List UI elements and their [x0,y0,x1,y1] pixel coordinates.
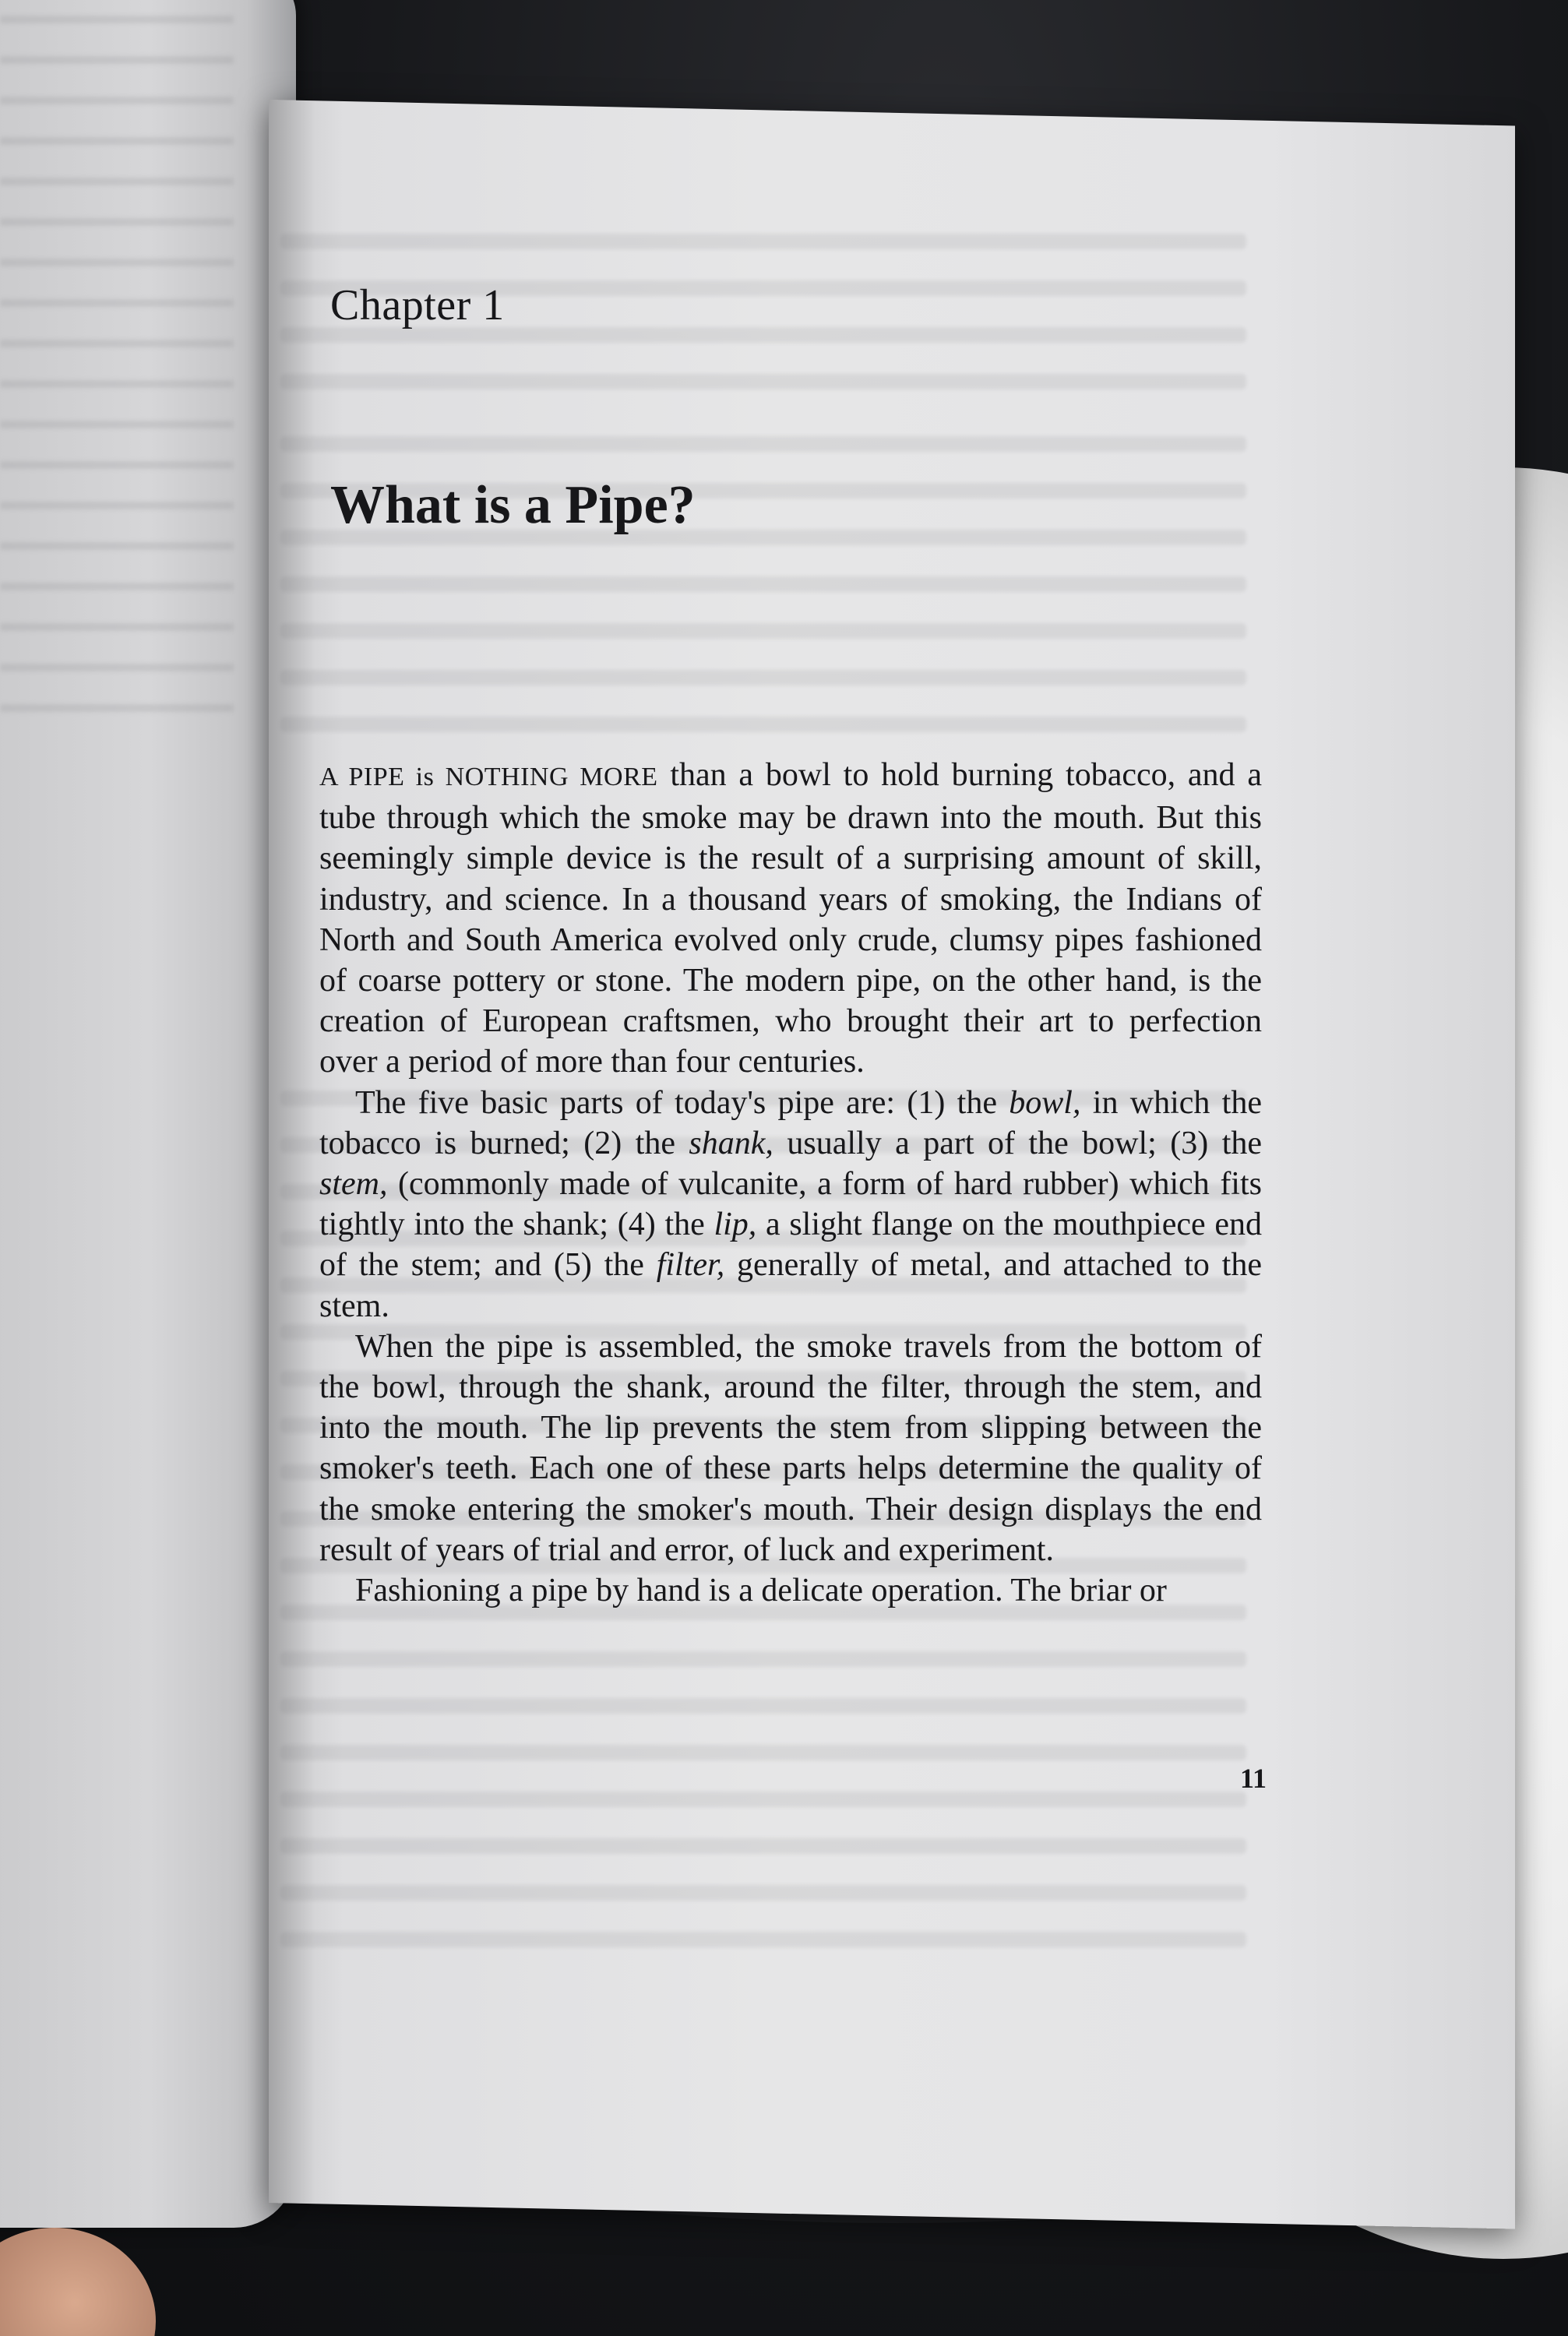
term-bowl: bowl, [1009,1084,1081,1121]
show-through-line [280,1651,1246,1667]
paragraph-1 [319,755,1262,1083]
term-shank: shank, [689,1125,773,1161]
paragraph-1-text: than a bowl to hold burning tobacco, and a tube through which the smoke may be drawn into the mouth. But this seemingly simple device is the result of a surprising amount of skill, industry, and science. In a thousand years of smoking, the Indians of North and South America evolved only crude, clumsy pipes fashioned of coarse pottery or stone. The modern pipe, on the other hand, is the creation of European craftsmen, who brought their art to perfection over a period of more than four centuries. [319,757,1262,1080]
show-through-line [280,1698,1246,1714]
show-through-line [280,1932,1246,1947]
show-through-line [280,1745,1246,1760]
text-run: usually a part of the bowl; (3) the [773,1125,1263,1161]
small-caps-lead: A PIPE is NOTHING MORE [319,763,658,791]
chapter-label: Chapter 1 [330,281,505,329]
paragraph-2 [319,1083,1262,1327]
paragraph-3: When the pipe is assembled, the smoke travels from the bottom of the bowl, through the shank, around the filter, through the stem, and into the mouth. The lip prevents the stem from slipping between the smoker's teeth. Each one of these parts helps determine the quality of the smoke entering the smoker's mouth. Their design displays the end result of years of trial and error, of luck and experiment. [319,1328,1262,1568]
text-run: generally of metal, and attached to the stem. [319,1247,1262,1324]
show-through-line [280,1885,1246,1901]
term-filter: filter, [656,1247,725,1284]
page-content [319,280,1293,1611]
text-run: a slight flange on the mouthpiece end of the stem; and (5) the [319,1207,1262,1284]
show-through-line [280,234,1246,249]
paragraph-4: Fashioning a pipe by hand is a delicate operation. The briar or [355,1573,1167,1609]
chapter-title: What is a Pipe? [330,475,696,535]
term-lip: lip, [714,1207,757,1243]
term-stem: stem, [319,1166,388,1203]
page-number: 11 [1240,1763,1267,1794]
text-run: The five basic parts of today's pipe are: (1) the [355,1084,1010,1121]
body-text [319,755,1262,1611]
facing-page-left [0,0,296,2228]
show-through-line [280,1838,1246,1854]
text-run: in which the tobacco is burned; (2) the [319,1084,1262,1161]
show-through-line [280,1792,1246,1807]
text-run: (commonly made of vulcanite, a form of hard rubber) which fits tightly into the shank; (4) the [319,1166,1262,1243]
facing-page-text-blur [0,16,234,717]
finger [0,2228,156,2336]
